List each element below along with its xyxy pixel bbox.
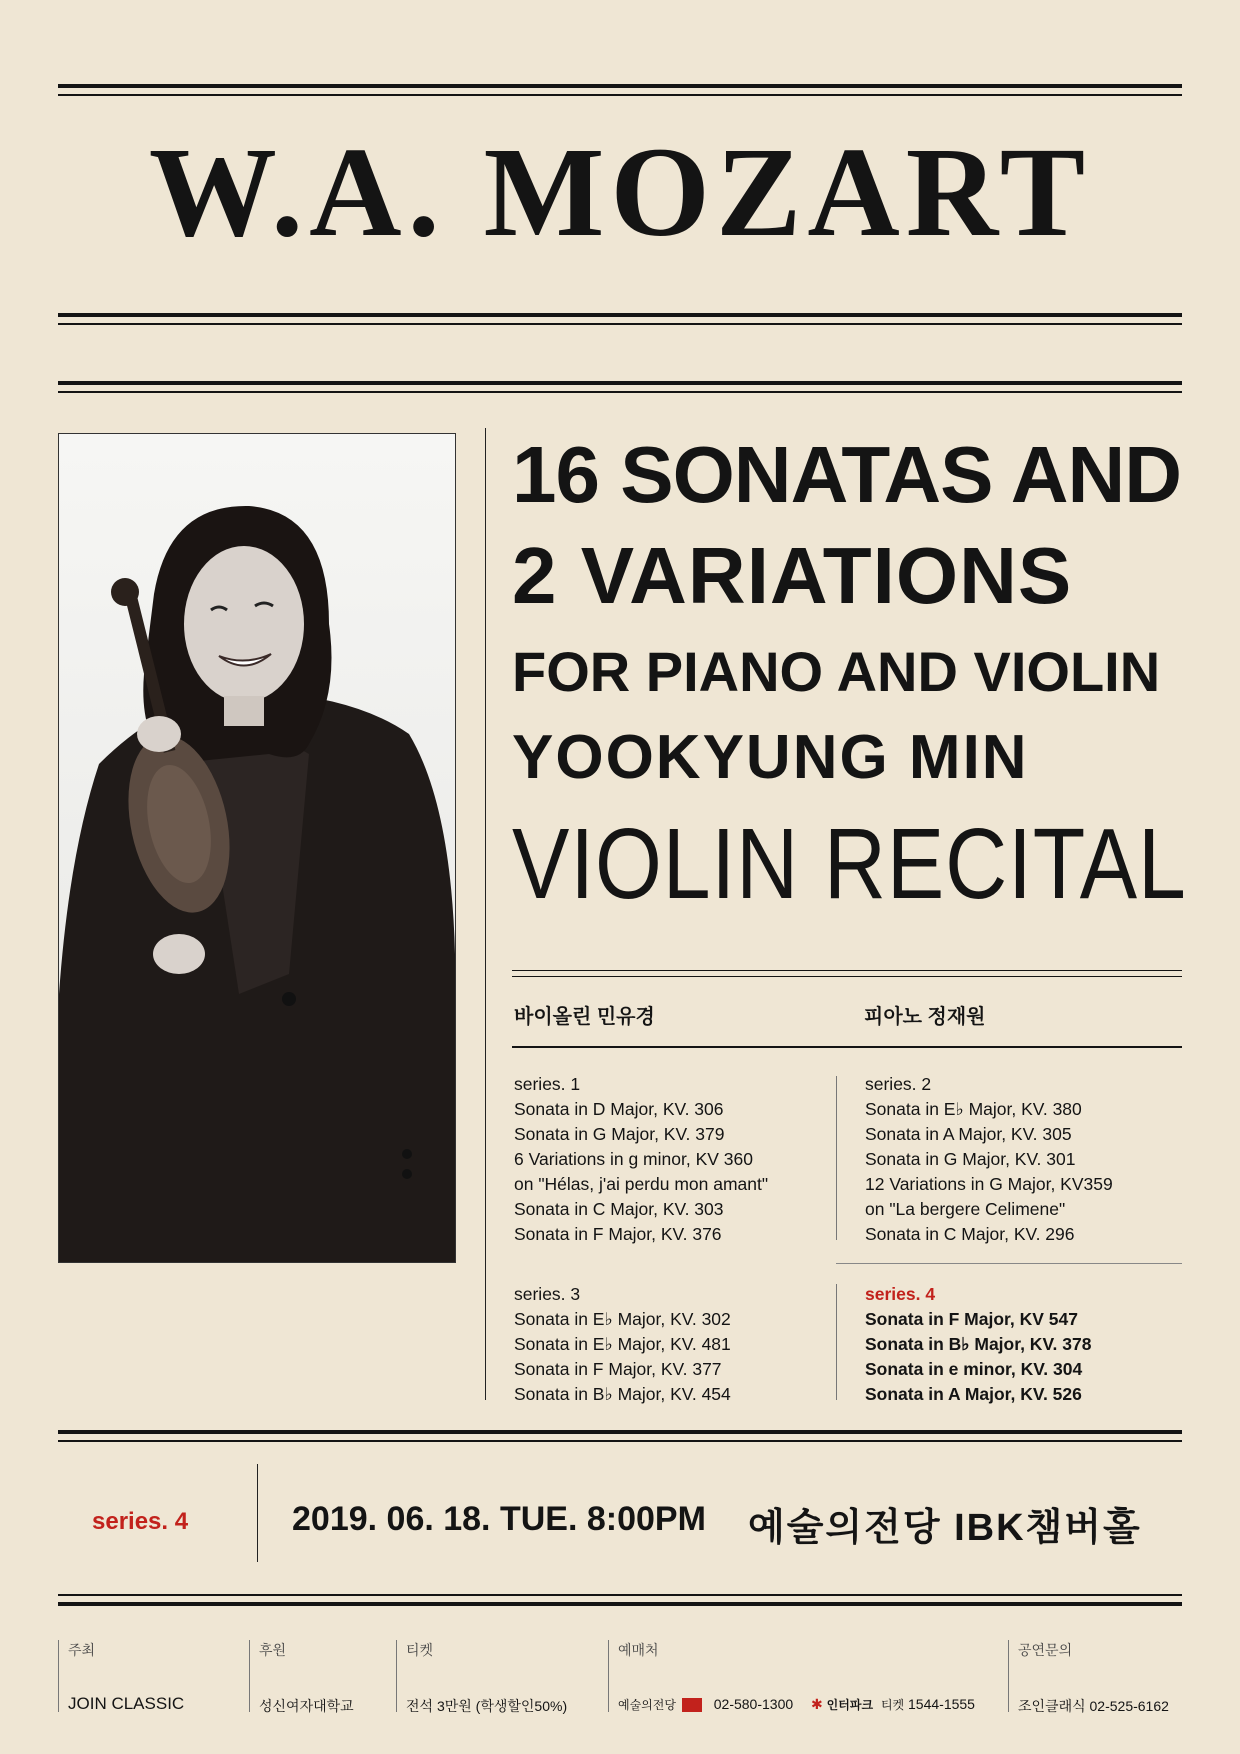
top-rule-thin (58, 94, 1182, 96)
page-title: W.A. MOZART (148, 121, 1092, 263)
title-rule-thick (58, 313, 1182, 317)
booking-values (618, 1696, 975, 1713)
performer-rule-bottom (512, 1046, 1182, 1048)
credit-divider-1 (58, 1640, 59, 1712)
series-3-item: Sonata in F Major, KV. 377 (514, 1359, 722, 1379)
host-label: 주최 (68, 1642, 96, 1658)
ticket-label: 티켓 (406, 1642, 434, 1658)
series-2-item: on "La bergere Celimene" (865, 1199, 1066, 1219)
series-1-item: on "Hélas, j'ai perdu mon amant" (514, 1174, 769, 1194)
violinist-name: 바이올린 민유경 (514, 1006, 655, 1028)
portrait-illustration (59, 434, 455, 1262)
program-column-divider-bottom (836, 1284, 837, 1400)
program-series-2 (865, 1072, 1113, 1247)
violinist-portrait (58, 433, 456, 1263)
series-1-item: Sonata in C Major, KV. 303 (514, 1199, 724, 1219)
series-3-item: Sonata in E♭ Major, KV. 302 (514, 1309, 731, 1329)
series-1-label: series. 1 (514, 1074, 581, 1094)
inquiry-label: 공연문의 (1018, 1642, 1073, 1658)
pianist-name: 피아노 정재원 (864, 1006, 986, 1028)
top-rule-thick (58, 84, 1182, 88)
series-4-item: Sonata in F Major, KV 547 (865, 1309, 1078, 1329)
event-venue: 예술의전당 IBK챔버홀 (748, 1507, 1142, 1549)
booking-label: 예매처 (618, 1642, 659, 1658)
series-4-item: Sonata in B♭ Major, KV. 378 (865, 1334, 1092, 1354)
series-4-item: Sonata in A Major, KV. 526 (865, 1384, 1082, 1404)
event-series: series. 4 (92, 1508, 189, 1535)
series-1-item: Sonata in D Major, KV. 306 (514, 1099, 724, 1119)
interpark-ticket: 티켓 (880, 1698, 905, 1712)
section-rule-thin (58, 391, 1182, 393)
interpark-star-icon: ✱ (811, 1696, 823, 1712)
series-2-item: Sonata in C Major, KV. 296 (865, 1224, 1075, 1244)
program-mid-rule (836, 1263, 1182, 1264)
performer-rule-top-2 (512, 976, 1182, 977)
sac-logo: 예술의전당 (618, 1698, 676, 1712)
headline-line-4: YOOKYUNG MIN (512, 723, 1029, 792)
ticket-value: 전석 3만원 (학생할인50%) (406, 1698, 568, 1714)
event-rule-top-thin (58, 1440, 1182, 1442)
program-column-divider-top (836, 1076, 837, 1240)
series-2-label: series. 2 (865, 1074, 932, 1094)
credit-divider-3 (396, 1640, 397, 1712)
credit-divider-5 (1008, 1640, 1009, 1712)
section-rule-thick (58, 381, 1182, 385)
credit-divider-4 (608, 1640, 609, 1712)
interpark-phone: 1544-1555 (908, 1696, 975, 1712)
headline-line-1: 16 SONATAS AND (512, 430, 1182, 519)
title-rule-thin (58, 323, 1182, 325)
event-rule-top-thick (58, 1430, 1182, 1434)
interpark-logo: 인터파크 (826, 1698, 874, 1712)
event-rule-bottom-thick (58, 1602, 1182, 1606)
series-1-item: Sonata in F Major, KV. 376 (514, 1224, 722, 1244)
series-3-item: Sonata in E♭ Major, KV. 481 (514, 1334, 731, 1354)
series-2-item: Sonata in G Major, KV. 301 (865, 1149, 1076, 1169)
headline-line-3: FOR PIANO AND VIOLIN (512, 640, 1161, 703)
event-datetime: 2019. 06. 18. TUE. 8:00PM (292, 1500, 706, 1538)
sponsor-value: 성신여자대학교 (259, 1698, 354, 1714)
series-3-item: Sonata in B♭ Major, KV. 454 (514, 1384, 731, 1404)
sponsor-label: 후원 (259, 1642, 287, 1658)
series-3-label: series. 3 (514, 1284, 581, 1304)
series-1-item: 6 Variations in g minor, KV 360 (514, 1149, 753, 1169)
headline-line-2: 2 VARIATIONS (512, 531, 1073, 620)
performer-rule-top (512, 970, 1182, 971)
series-4-label: series. 4 (865, 1284, 936, 1304)
event-divider (257, 1464, 258, 1562)
series-4-item: Sonata in e minor, KV. 304 (865, 1359, 1083, 1379)
program-series-3 (514, 1282, 731, 1407)
inquiry-value: 조인클래식 02-525-6162 (1018, 1698, 1169, 1714)
sac-phone: 02-580-1300 (713, 1696, 794, 1712)
credit-divider-2 (249, 1640, 250, 1712)
series-2-item: Sonata in A Major, KV. 305 (865, 1124, 1072, 1144)
sac-badge-icon (682, 1698, 702, 1712)
event-rule-bottom-thin (58, 1594, 1182, 1596)
host-logo: JOIN CLASSIC (68, 1694, 185, 1713)
program-series-1 (514, 1072, 768, 1247)
content-divider (485, 428, 486, 1400)
program-series-4 (865, 1282, 1091, 1407)
headline-line-5: VIOLIN RECITAL (512, 808, 1187, 920)
series-1-item: Sonata in G Major, KV. 379 (514, 1124, 725, 1144)
series-2-item: 12 Variations in G Major, KV359 (865, 1174, 1113, 1194)
series-2-item: Sonata in E♭ Major, KV. 380 (865, 1099, 1082, 1119)
